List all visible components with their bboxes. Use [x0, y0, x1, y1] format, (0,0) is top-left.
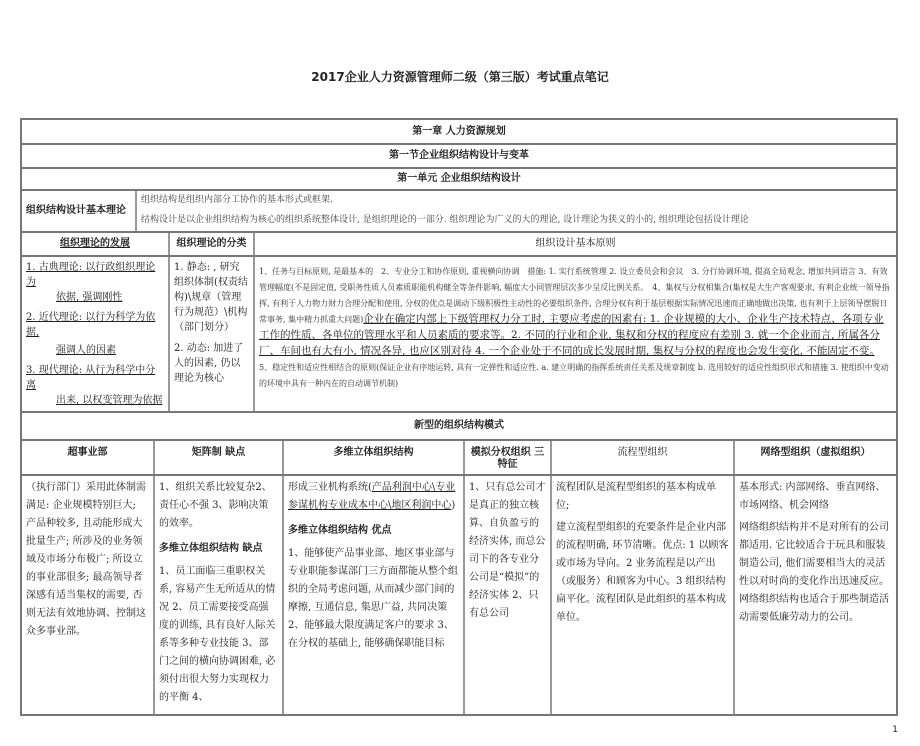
theory-line-2: 结构设计是以企业组织结构为核心的组织系统整体设计, 是组织理论的一部分. 组织理论为广义的大的理论, 设计理论为狭义的小的, 组织理论包括设计理论 [141, 215, 749, 225]
multidimensional-centers: 产品利润中心\专业参谋机构专业成本中心\地区利润中心 [288, 482, 456, 511]
development-item-2-tail: 强调人的因素 [56, 345, 116, 356]
matrix-text-2: 1、员工面临三重职权关系, 容易产生无所适从的情况 2、员工需要接受高强度的训练, 具有良好人际关系等多种专业技能 3、部门之间的横向协调困难, 必须付出很大努力实现权力的平衡 4、 [159, 566, 276, 703]
simulated-content [465, 476, 552, 714]
process-content [552, 476, 735, 714]
network-text-2: 网络组织结构并不是对所有的公司都适用. 它比较适合于玩具和服装制造公司, 他们需要相当大的灵活性以对时尚的变化作出迅速反应。网络组织结构也适合于那些制造活动需要低廉劳动力的公司。 [739, 522, 889, 623]
unit-heading: 第一单元 企业组织结构设计 [397, 173, 521, 184]
principles-content-row [22, 257, 896, 413]
col-simulated: 模拟分权组织 三特征 [465, 441, 552, 474]
principles-content [255, 257, 896, 411]
section-row [22, 145, 896, 169]
col-matrix: 矩阵制 缺点 [155, 441, 284, 474]
matrix-subheading: 多维立体组织结构 缺点 [159, 543, 263, 554]
notes-table [20, 118, 898, 716]
principles-part-1: 1、任务与目标原则, 是最基本的 2、专业分工和协作原则, 重视横向协调 措施: 1. 实行系统管理 2. 设立委员会和会议 3. 分行协调环境, 提高全局观念, 增加共同语言 3、有效管理幅度(不是固定值, 受职务性质人员素质职能机构健全等条件影响, 幅度大小同管理层次多少呈反比例关系。 4、集权与分权相集合(集权是大生产客观要求, 有利企业统一领导指挥, 有利于人力物力财力合理分配和使用, 分权的优点是调动下级积极性主动性的必要组织条件, 合理分权有利于基层根据实际情况迅速而正确地做出决策, 也有利于上层领导摆脱日常事务, 集中精力抓重大问题) [259, 267, 890, 324]
super-division-content [22, 476, 155, 714]
theory-row [22, 191, 896, 233]
network-text: 基本形式: 内部网络、垂直网络、市场网络、机会网络 [739, 482, 886, 511]
new-models-header-row [22, 441, 896, 476]
process-text: 流程团队是流程型组织的基本构成单位; [556, 482, 716, 511]
theory-line-1: 组织结构是组织内部分工协作的基本形式或框架. [141, 195, 333, 205]
classification-list [170, 257, 255, 411]
multidimensional-subheading: 多维立体组织结构 优点 [288, 525, 392, 536]
multidimensional-text [288, 479, 459, 515]
theory-content [137, 191, 896, 231]
principles-header: 组织设计基本原则 [535, 238, 616, 249]
development-item-3-tail: 出来, 以权变管理为依据 [56, 395, 163, 406]
chapter-heading: 第一章 人力资源规划 [412, 126, 506, 137]
page-number: 1 [892, 725, 898, 735]
chapter-row [22, 120, 896, 145]
multidimensional-post: ) [451, 500, 456, 511]
principles-part-3: 5、稳定性和适应性相结合的原则(保证企业有序地运转, 具有一定弹性和适应性. a. 建立明确的指挥系统责任关系及规章制度 b. 选用较好的适应性组织形式和措施 3. 使组织中变动的环境中具有一种内在的自动调节机制) [259, 347, 889, 388]
classification-header: 组织理论的分类 [170, 233, 255, 255]
development-list [22, 257, 170, 411]
process-text-2: 建立流程型组织的充要条件是企业内部的流程明确, 环节清晰。优点: 1 以顾客或市场为导向。2 业务流程是以产出（或服务）和顾客为中心。3 组织结构扁平化。流程团队是此组织的基本构成单位。 [556, 522, 729, 623]
theory-label: 组织结构设计基本理论 [22, 191, 137, 231]
multidimensional-content [284, 476, 465, 714]
development-item-2-head: 2. 近代理论: 以行为科学为依据, [26, 312, 156, 338]
new-models-content-row [22, 476, 896, 716]
col-network: 网络型组织（虚拟组织） [760, 447, 871, 458]
development-header: 组织理论的发展 [22, 233, 170, 255]
unit-row [22, 169, 896, 191]
simulated-text: 1、只有总公司才是真正的独立核算、自负盈亏的经济实体, 而总公司下的各专业分公司是“模拟”的经济实体 2、只有总公司 [469, 482, 546, 619]
network-content [735, 476, 896, 714]
col-super-division: 超事业部 [22, 441, 155, 474]
multidimensional-pre: 形成三业机构系统( [288, 482, 372, 493]
classification-dynamic: 2. 动态: 加进了人的因素, 仍以理论为核心 [174, 343, 244, 384]
development-item-3-head: 3. 现代理论: 从行为科学中分离 [26, 365, 156, 391]
multidimensional-text-2: 1、能够使产品事业部、地区事业部与专业职能参谋部门三方面都能从整个组织的全局考虑问题, 从而减少部门间的摩擦, 互通信息, 集思广益, 共同决策 2、能够最大限度满足客户的要求 3、在分权的基础上, 能够确保职能目标 [288, 548, 458, 649]
matrix-text: 1、组织关系比较复杂2、责任心不强 3、影响决策的效率。 [159, 482, 272, 529]
matrix-content [155, 476, 284, 714]
col-multidimensional: 多维立体组织结构 [284, 441, 465, 474]
col-process: 流程型组织 [552, 441, 735, 474]
section-heading: 第一节企业组织结构设计与变革 [389, 150, 529, 161]
new-models-title-row [22, 413, 896, 441]
document-title: 2017企业人力资源管理师二级（第三版）考试重点笔记 [311, 70, 609, 84]
new-models-title: 新型的组织结构模式 [414, 420, 504, 431]
principles-part-2: 企业在确定内部上下级管理权力分工时, 主要应考虑的因素有: 1. 企业规模的大小、企业生产技术特点、各项专业工作的性质、各单位的管理水平和人员素质的要求等。2. 不同的行业和企业, 集权和分权的程度应有差别 3. 就一个企业而言, 所属各分厂、车间也有大有小, 情况各异, 也应区别对待 4. 一个企业处于不同的成长发展时期, 集权与分权的程度也会发生变化, 不能固定不变。 [259, 313, 884, 357]
classification-static: 1. 静态: , 研究组织体制(权责结构)\规章（管理行为规范）\机构（部门划分） [174, 262, 248, 333]
development-item-1-head: 1. 古典理论: 以行政组织理论为 [26, 262, 156, 288]
super-division-text: （执行部门）采用此体制需满足: 企业规模特别巨大; 产品种较多, 且动能形成大批量生产; 所涉及的业务领域及市场分布极广; 所设立的事业部很多; 最高领导者深感有适当集权的需要, 否则无法有效地协调、控制这众多事业部。 [26, 482, 146, 637]
principles-header-row [22, 233, 896, 257]
development-item-1-tail: 依据, 强调刚性 [56, 292, 123, 303]
